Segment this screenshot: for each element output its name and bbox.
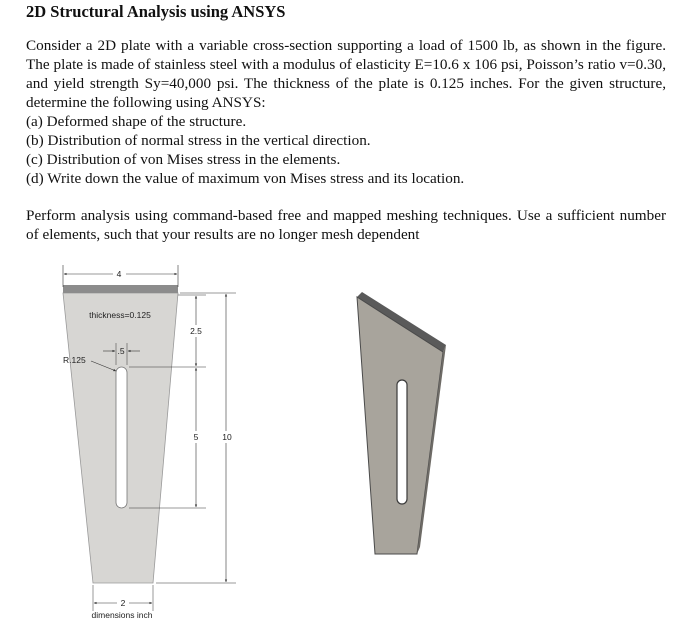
plate-3d-view <box>357 292 446 554</box>
slot-offset-label: 2.5 <box>190 326 202 336</box>
height-label: 10 <box>222 432 232 442</box>
plate-2d-view <box>63 265 236 620</box>
top-width-label: 4 <box>116 269 122 279</box>
plate-figure <box>0 255 700 642</box>
plate-top-edge <box>63 285 178 293</box>
problem-intro: Consider a 2D plate with a variable cross-section supporting a load of 1500 lb, as shown in the figure. The plate is made of stainless steel with a modulus of elasticity E=10.6 x 106 psi, Poisson’s ratio v=0.30, and yield strength Sy=40,000 psi. The thickness of the plate is 0.125 inches. For the given structure, determine the following using ANSYS: <box>26 37 666 111</box>
radius-label: R.125 <box>63 355 86 365</box>
task-b: (b) Distribution of normal stress in the vertical direction. <box>26 132 371 149</box>
problem-statement <box>26 36 666 188</box>
plate-slot <box>116 367 127 508</box>
slot-width-label: .5 <box>117 346 125 356</box>
task-d: (d) Write down the value of maximum von Mises stress and its location. <box>26 170 465 187</box>
method-paragraph: Perform analysis using command-based free and mapped meshing techniques. Use a sufficient number of elements, such that your results are no longer mesh dependent <box>26 207 666 243</box>
task-c: (c) Distribution of von Mises stress in the elements. <box>26 151 341 168</box>
plate-3d-slot <box>397 380 407 504</box>
thickness-label: thickness=0.125 <box>89 310 151 320</box>
task-a: (a) Deformed shape of the structure. <box>26 113 247 130</box>
document-title: 2D Structural Analysis using ANSYS <box>26 2 286 21</box>
units-label: dimensions inch <box>91 610 153 620</box>
slot-length-label: 5 <box>193 432 199 442</box>
bottom-width-label: 2 <box>120 598 126 608</box>
